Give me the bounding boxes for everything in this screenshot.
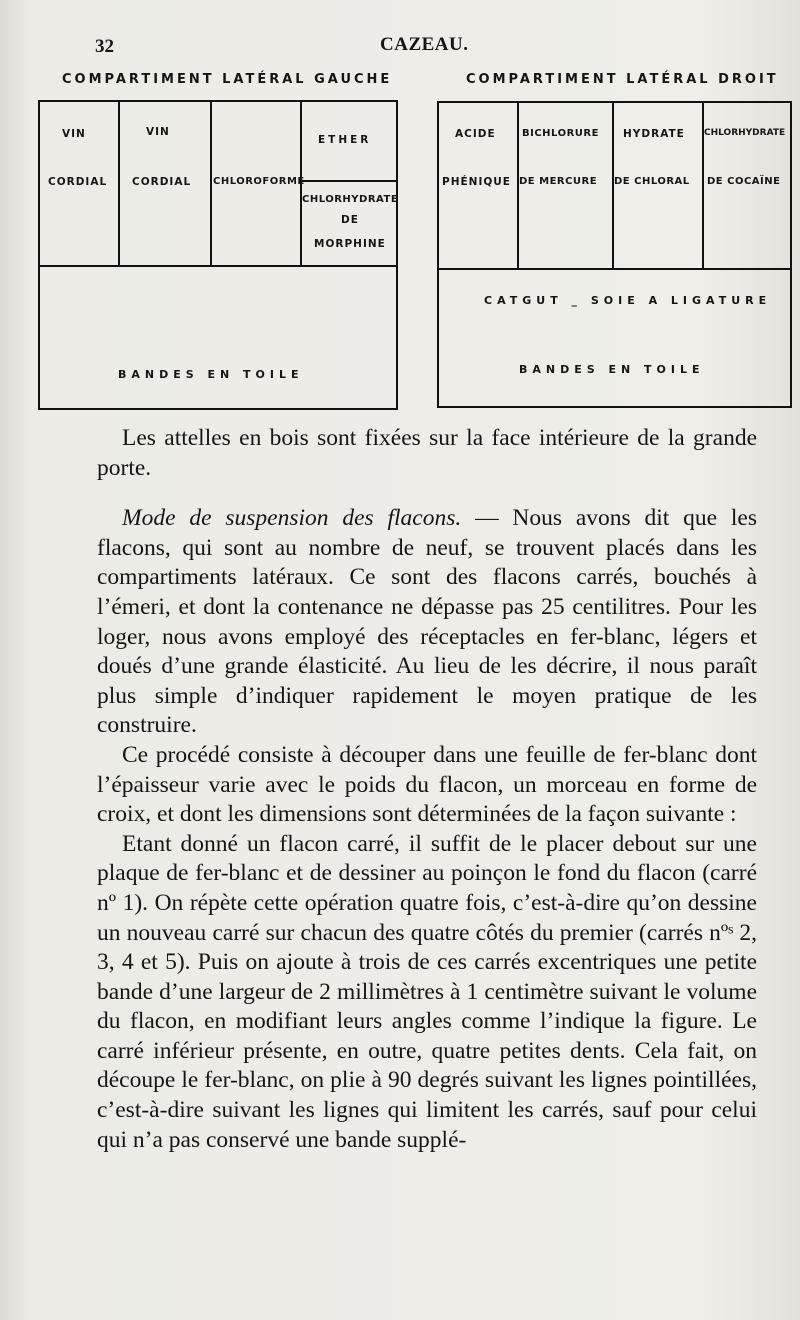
right-compartment-title: COMPARTIMENT LATÉRAL DROIT (466, 72, 779, 87)
paragraph-2 (97, 504, 757, 741)
cell-vin-2: VIN (146, 126, 170, 138)
running-head (95, 30, 755, 60)
paragraph-4: Etant donné un flacon carré, il suffit de le placer debout sur une plaque de fer-blanc et de dessiner au poinçon le fond du flacon (carré nº 1). On répète cette opération quatre fois, c’est-à-dire qu’on dessine un nouveau carré sur chacun des quatre côtés du premier (carrés nºˢ 2, 3, 4 et 5). Puis on ajoute à trois de ces carrés excentriques une petite bande d’une largeur de 2 millimètres à 1 centimètre suivant le volume du flacon, en modifiant leurs angles comme l’indique la figure. Le carré inférieur présente, en outre, quatre petites dents. Cela fait, on découpe le fer-blanc, on plie à 90 degrés suivant les lignes pointillées, c’est-à-dire suivant les lignes qui limitent les carrés, sauf pour celui qui n’a pas conservé une bande supplé- (97, 830, 757, 1153)
body-text (97, 424, 757, 1155)
cell-chlorhydrate-2: CHLORHYDRATE (704, 128, 786, 138)
cell-ether: ETHER (318, 134, 372, 146)
left-compartment-title: COMPARTIMENT LATÉRAL GAUCHE (62, 72, 393, 87)
paragraph-1: Les attelles en bois sont fixées sur la face intérieure de la grande porte. (97, 425, 757, 481)
right-bandes-label: BANDES EN TOILE (519, 363, 705, 376)
cell-chloroforme: CHLOROFORME (213, 176, 305, 187)
cell-cordial-1: CORDIAL (48, 176, 108, 188)
cell-hydrate: HYDRATE (623, 128, 685, 140)
cell-bichlorure: BICHLORURE (522, 128, 599, 139)
cell-de-1: DE (341, 214, 359, 226)
right-compartment-frame (437, 101, 792, 408)
cell-chlorhydrate-1: CHLORHYDRATE (302, 194, 399, 205)
cell-de-chloral: DE CHLORAL (614, 176, 690, 187)
left-compartment-frame (38, 100, 398, 410)
cell-phenique: PHÉNIQUE (442, 176, 511, 188)
paragraph-2-lead: Mode de suspension des flacons. (122, 505, 462, 532)
left-divider-2 (210, 101, 212, 267)
cell-acide: ACIDE (455, 128, 496, 140)
page-number: 32 (95, 36, 114, 57)
left-shelf-line (39, 265, 397, 267)
left-ether-divider (300, 180, 397, 182)
left-bandes-label: BANDES EN TOILE (118, 368, 304, 381)
left-divider-1 (118, 101, 120, 267)
paragraph-3: Ce procédé consiste à découper dans une feuille de fer-blanc dont l’épaisseur varie avec le poids du flacon, un morceau en forme de croix, et dont les dimensions sont déterminées de la façon suivante : (97, 741, 757, 828)
cell-vin-1: VIN (62, 128, 86, 140)
right-shelf-line (438, 268, 791, 270)
cell-morphine: MORPHINE (314, 238, 386, 250)
cell-cordial-2: CORDIAL (132, 176, 192, 188)
right-catgut-label: CATGUT _ SOIE A LIGATURE (484, 294, 772, 307)
right-divider-3 (702, 102, 704, 268)
cell-de-mercure: DE MERCURE (519, 176, 598, 187)
cell-de-cocaine: DE COCAÏNE (707, 176, 781, 187)
running-title: CAZEAU. (380, 34, 469, 55)
paragraph-2-rest: — Nous avons dit que les flacons, qui sont au nombre de neuf, se trouvent placés dans les compartiments latéraux. Ce sont des flacons carrés, bouchés à l’émeri, et dont la contenance ne dépasse pas 25 centilitres. Pour les loger, nous avons employé des réceptacles en fer-blanc, légers et doués d’une grande élasticité. Au lieu de les décrire, il nous paraît plus simple d’indiquer rapidement le moyen pratique de les construire. (97, 505, 757, 739)
